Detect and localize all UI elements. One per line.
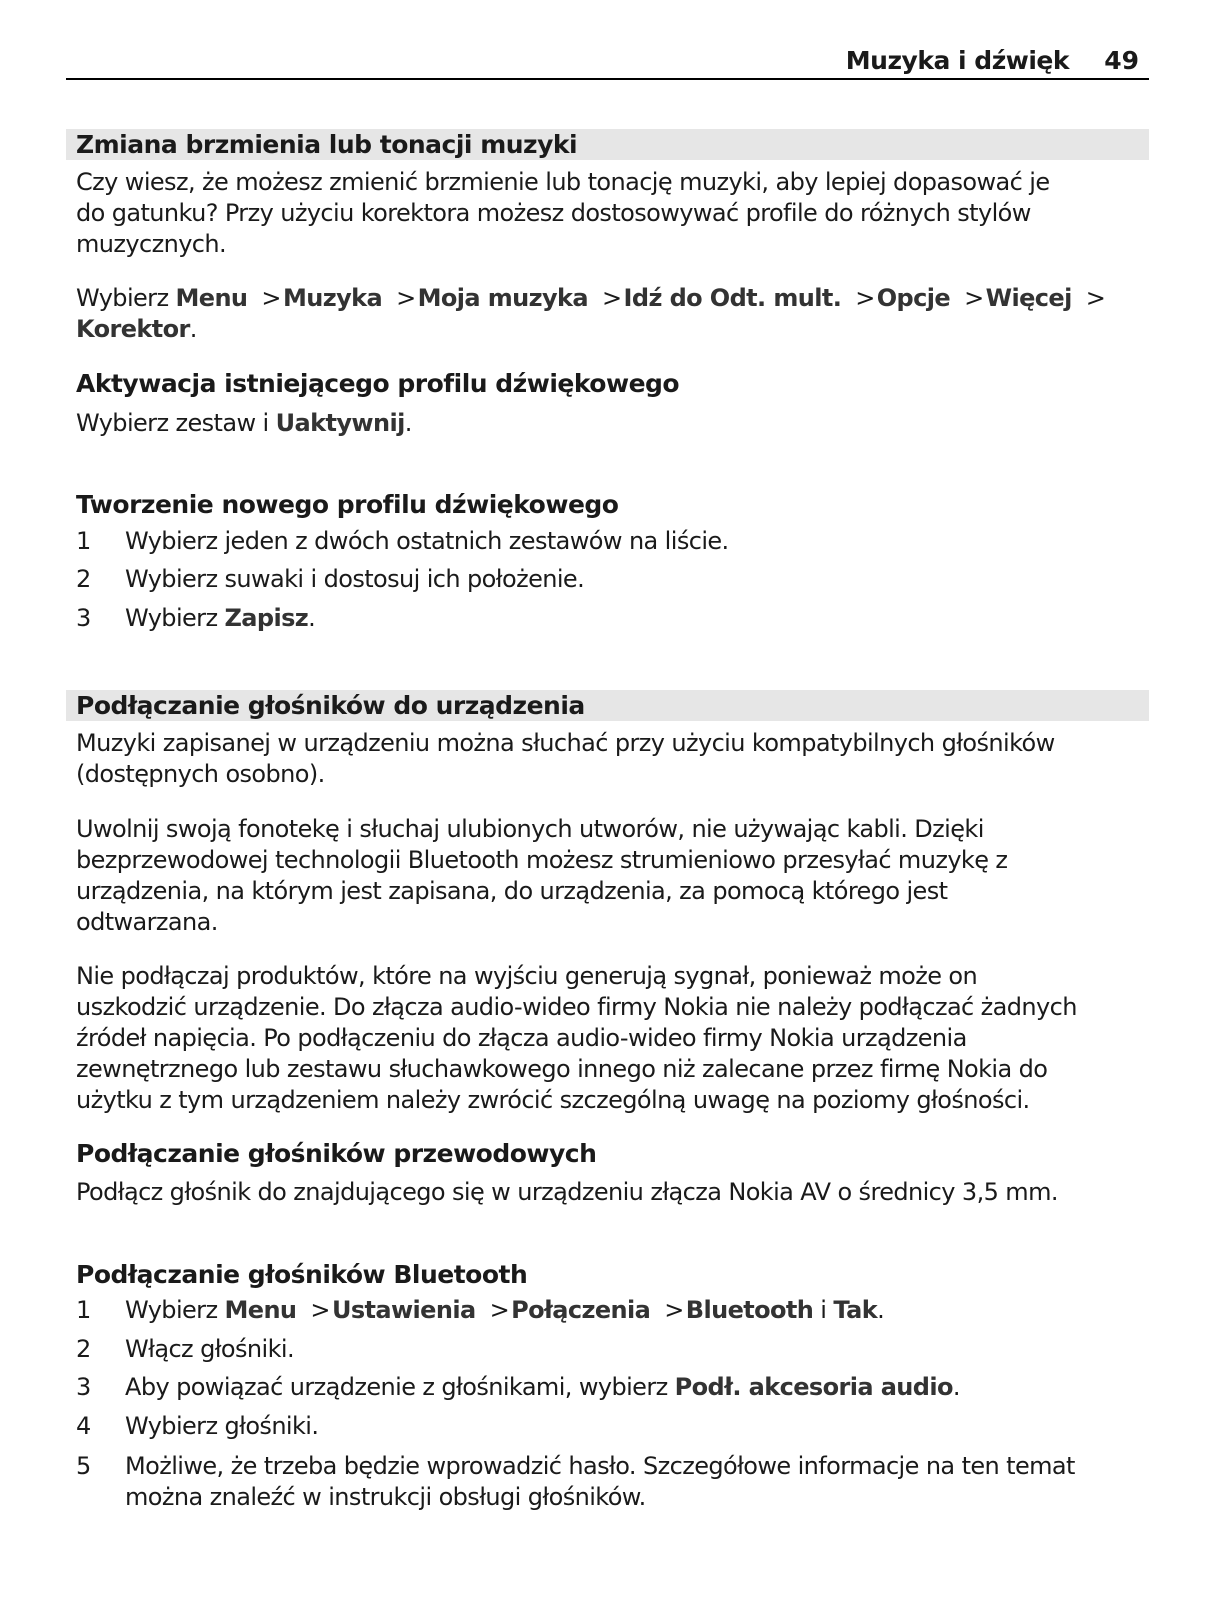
paragraph: [76, 728, 1146, 790]
path-item-odtwarzacz: Idź do Odt. mult.: [623, 284, 842, 312]
activate-text: [76, 408, 1146, 439]
text-line: zewnętrznego lub zestawu słuchawkowego innego niż zalecane przez firmę Nokia do: [76, 1055, 1048, 1083]
text: Wybierz: [125, 604, 225, 632]
subheading-activate: Aktywacja istniejącego profilu dźwiękowego: [76, 369, 680, 398]
text-line: Możliwe, że trzeba będzie wprowadzić hasło. Szczegółowe informacje na ten temat: [125, 1452, 1075, 1480]
path-item-opcje: Opcje: [876, 284, 951, 312]
text-line: Nie podłączaj produktów, które na wyjściu generują sygnał, ponieważ może on: [76, 962, 978, 990]
paragraph: [76, 814, 1146, 938]
text: .: [308, 604, 316, 632]
menu-path-line-2: [76, 314, 1146, 345]
text-line: urządzenia, na którym jest zapisana, do urządzenia, za pomocą którego jest: [76, 877, 948, 905]
text: Aby powiązać urządzenie z głośnikami, wybierz: [125, 1373, 675, 1401]
text-line: Uwolnij swoją fonotekę i słuchaj ulubionych utworów, nie używając kabli. Dzięki: [76, 815, 984, 843]
chapter-title: Muzyka i dźwięk: [845, 46, 1069, 75]
step-number: 1: [76, 1296, 91, 1324]
step-number: 3: [76, 1373, 91, 1401]
step-number: 1: [76, 527, 91, 555]
text: .: [404, 409, 412, 437]
text: .: [952, 1373, 960, 1401]
path-separator: >: [602, 284, 622, 312]
path-separator: >: [396, 284, 416, 312]
path-item-muzyka: Muzyka: [282, 284, 383, 312]
text-line: odtwarzana.: [76, 908, 218, 936]
section-heading-speakers: [66, 690, 1149, 721]
text: .: [877, 1296, 885, 1324]
paragraph-warning: [76, 961, 1146, 1116]
path-item-moja-muzyka: Moja muzyka: [417, 284, 589, 312]
step-text: [125, 1372, 960, 1403]
path-separator: >: [964, 284, 984, 312]
text: Wybierz: [125, 1296, 225, 1324]
path-item-polaczenia: Połączenia: [511, 1296, 651, 1324]
running-header: [66, 44, 1149, 80]
text-line: muzycznych.: [76, 230, 227, 258]
section-heading-equalizer: [66, 129, 1149, 160]
path-item-bluetooth: Bluetooth: [685, 1296, 814, 1324]
path-item-korektor: Korektor: [76, 315, 190, 343]
page-number: 49: [1104, 46, 1139, 75]
path-suffix: .: [189, 315, 197, 343]
section-title: Zmiana brzmienia lub tonacji muzyki: [76, 130, 578, 159]
subheading-bluetooth: Podłączanie głośników Bluetooth: [76, 1260, 528, 1289]
step-text: Wybierz suwaki i dostosuj ich położenie.: [125, 565, 585, 593]
menu-path: [76, 283, 1146, 345]
section-title: Podłączanie głośników do urządzenia: [76, 691, 585, 720]
bold-command: Uaktywnij: [275, 409, 405, 437]
step-number: 3: [76, 604, 91, 632]
step-number: 5: [76, 1452, 91, 1480]
path-item-menu: Menu: [224, 1296, 297, 1324]
text-line: uszkodzić urządzenie. Do złącza audio-wideo firmy Nokia nie należy podłączać żadnych: [76, 993, 1077, 1021]
text-line: do gatunku? Przy użyciu korektora możesz dostosowywać profile do różnych stylów: [76, 199, 1031, 227]
path-separator: >: [310, 1296, 330, 1324]
text: i: [813, 1296, 834, 1324]
path-separator: >: [664, 1296, 684, 1324]
subheading-wired: Podłączanie głośników przewodowych: [76, 1139, 597, 1168]
step-text: [125, 603, 315, 634]
text-line: bezprzewodowej technologii Bluetooth możesz strumieniowo przesyłać muzykę z: [76, 846, 1008, 874]
path-item-tak: Tak: [833, 1296, 878, 1324]
path-item-ustawienia: Ustawienia: [331, 1296, 476, 1324]
step-number: 2: [76, 1335, 91, 1363]
text: Wybierz zestaw i: [76, 409, 276, 437]
path-item-menu: Menu: [175, 284, 248, 312]
path-separator: >: [261, 284, 281, 312]
path-separator: >: [489, 1296, 510, 1324]
step-number: 2: [76, 565, 91, 593]
step-number: 4: [76, 1412, 91, 1440]
intro-paragraph: [76, 167, 1146, 260]
text-line: źródeł napięcia. Po podłączeniu do złącza audio-wideo firmy Nokia urządzenia: [76, 1024, 967, 1052]
step-text: Włącz głośniki.: [125, 1335, 294, 1363]
path-separator: >: [1085, 284, 1106, 312]
menu-path-line-1: [76, 283, 1146, 314]
text-line: Muzyki zapisanej w urządzeniu można słuchać przy użyciu kompatybilnych głośników: [76, 729, 1055, 757]
path-prefix: Wybierz: [76, 284, 176, 312]
text-line: (dostępnych osobno).: [76, 760, 325, 788]
step-text: [125, 1451, 1075, 1513]
text-line: można znaleźć w instrukcji obsługi głośników.: [125, 1483, 646, 1511]
text-line: Czy wiesz, że możesz zmienić brzmienie lub tonację muzyki, aby lepiej dopasować je: [76, 168, 1050, 196]
text-line: użytku z tym urządzeniem należy zwrócić szczególną uwagę na poziomy głośności.: [76, 1086, 1030, 1114]
wired-text: Podłącz głośnik do znajdującego się w urządzeniu złącza Nokia AV o średnicy 3,5 mm.: [76, 1178, 1058, 1206]
path-item-wiecej: Więcej: [985, 284, 1072, 312]
bold-command: Zapisz: [224, 604, 309, 632]
subheading-create: Tworzenie nowego profilu dźwiękowego: [76, 490, 619, 519]
step-text: Wybierz głośniki.: [125, 1412, 319, 1440]
step-text: Wybierz jeden z dwóch ostatnich zestawów na liście.: [125, 527, 729, 555]
step-text: [125, 1295, 884, 1326]
path-separator: >: [855, 284, 875, 312]
bold-command: Podł. akcesoria audio: [674, 1373, 953, 1401]
